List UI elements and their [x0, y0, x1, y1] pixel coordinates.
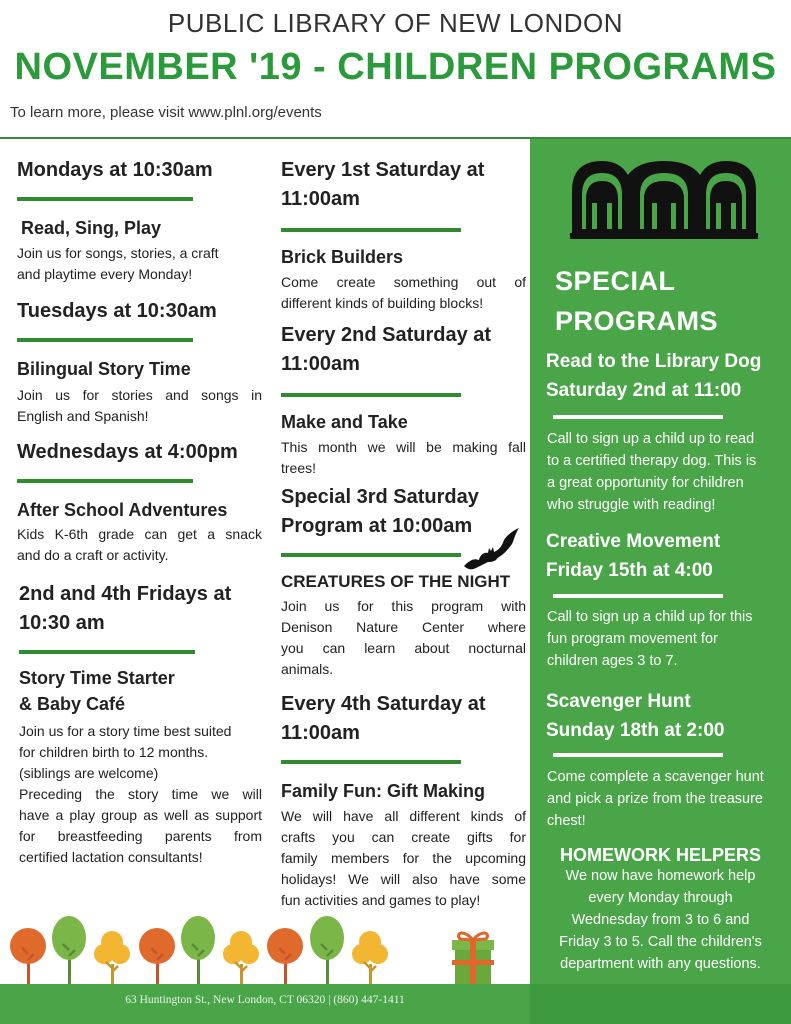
program-description: We will have all different kinds of crafts you can create gifts for family members for the upcoming holidays! We will also have some fun activities and games to play!: [281, 808, 526, 908]
schedule-day: Tuesdays at 10:30am: [17, 300, 217, 322]
footer-address: 63 Huntington St., New London, CT 06320 | (860) 447-1411: [125, 994, 405, 1006]
library-arches-icon: [568, 159, 760, 241]
day-underline: [281, 760, 461, 764]
schedule-day: Special 3rd Saturday Program at 10:00am: [281, 486, 479, 537]
special-program-title: Creative Movement Friday 15th at 4:00: [546, 531, 721, 581]
tree-icon: [52, 916, 86, 986]
program-name: Family Fun: Gift Making: [281, 781, 486, 801]
program-block-2nd-saturday: [281, 321, 526, 479]
special-program-underline: [553, 415, 723, 419]
tree-icon: [181, 916, 215, 986]
program-block-fridays: [19, 580, 262, 868]
schedule-day: 2nd and 4th Fridays at 10:30 am: [19, 583, 232, 634]
program-name: Story Time Starter & Baby Café: [19, 668, 175, 714]
gift-icon: [452, 933, 494, 984]
program-description: Kids K-6th grade can get a snack and do a craft or activity.: [17, 526, 262, 563]
special-program-underline: [553, 753, 723, 757]
schedule-day: Wednesdays at 4:00pm: [17, 441, 238, 463]
program-block-3rd-saturday: [281, 483, 526, 680]
special-program-title: Scavenger Hunt Sunday 18th at 2:00: [546, 691, 725, 741]
day-underline: [17, 197, 193, 201]
footer: [0, 984, 791, 1024]
day-underline: [281, 393, 461, 397]
day-underline: [281, 228, 461, 232]
tree-icon: [223, 931, 259, 986]
program-name: CREATURES OF THE NIGHT: [281, 572, 511, 591]
tree-icon: [310, 916, 344, 986]
program-name: Brick Builders: [281, 247, 404, 267]
tree-icon: [94, 931, 130, 986]
program-name: Make and Take: [281, 412, 408, 432]
program-description: Join us for a story time best suited for children birth to 12 months. (siblings are welcome) Preceding the story time we will have a play group as well as support for breastfeeding parents from certified lactation consultants!: [19, 723, 262, 865]
program-description: Join us for stories and songs in English and Spanish!: [17, 387, 262, 424]
footer-right-block: [530, 984, 791, 1024]
schedule-day: Every 4th Saturday at 11:00am: [281, 693, 486, 744]
library-name: PUBLIC LIBRARY OF NEW LONDON: [167, 8, 624, 38]
program-description: Join us for this program with Denison Nature Center where you can learn about nocturnal animals.: [281, 598, 526, 677]
program-name: Read, Sing, Play: [21, 218, 162, 238]
program-block-4th-saturday: [281, 690, 526, 911]
schedule-day: Every 2nd Saturday at 11:00am: [281, 324, 492, 375]
program-block-tuesday: [17, 297, 262, 427]
tree-icon: [267, 928, 303, 986]
page-title: NOVEMBER '19 - CHILDREN PROGRAMS: [14, 46, 777, 88]
special-program-description: Call to sign up a child up for this fun program movement for children ages 3 to 7.: [547, 609, 753, 669]
tree-icon: [139, 928, 175, 986]
program-block-1st-saturday: [281, 156, 526, 314]
special-programs-title: SPECIAL PROGRAMS: [555, 266, 719, 336]
special-program-description: Come complete a scavenger hunt and pick a prize from the treasure chest!: [547, 769, 764, 829]
learn-more-text: To learn more, please visit www.plnl.org/events: [10, 104, 322, 121]
program-name: Bilingual Story Time: [17, 359, 191, 379]
day-underline: [19, 650, 195, 654]
day-underline: [17, 479, 193, 483]
special-program-title: Read to the Library Dog Saturday 2nd at 11:00: [546, 351, 762, 401]
day-underline: [17, 338, 193, 342]
special-programs-panel: [530, 139, 791, 984]
program-name: After School Adventures: [17, 500, 228, 520]
special-program-underline: [553, 594, 723, 598]
day-underline: [281, 553, 461, 557]
trees-decoration: [0, 910, 530, 986]
tree-icon: [10, 928, 46, 986]
tree-icon: [352, 931, 388, 986]
program-description: Come create something out of different kinds of building blocks!: [281, 274, 526, 311]
program-description: This month we will be making fall trees!: [281, 439, 526, 476]
schedule-day: Every 1st Saturday at 11:00am: [281, 159, 485, 210]
program-description: Join us for songs, stories, a craft and playtime every Monday!: [17, 245, 219, 282]
program-block-wednesday: [17, 438, 262, 566]
bat-icon: [462, 526, 520, 572]
schedule-day: Mondays at 10:30am: [17, 159, 213, 181]
special-program-description: Call to sign up a child up to read to a certified therapy dog. This is a great opportunity for children who struggle with reading!: [547, 431, 757, 513]
program-block-monday: [17, 156, 262, 285]
homework-helpers-title: HOMEWORK HELPERS: [559, 845, 761, 865]
homework-helpers-description: We now have homework help every Monday through Wednesday from 3 to 6 and Friday 3 to 5. Call the children's department with any questions.: [559, 868, 762, 972]
